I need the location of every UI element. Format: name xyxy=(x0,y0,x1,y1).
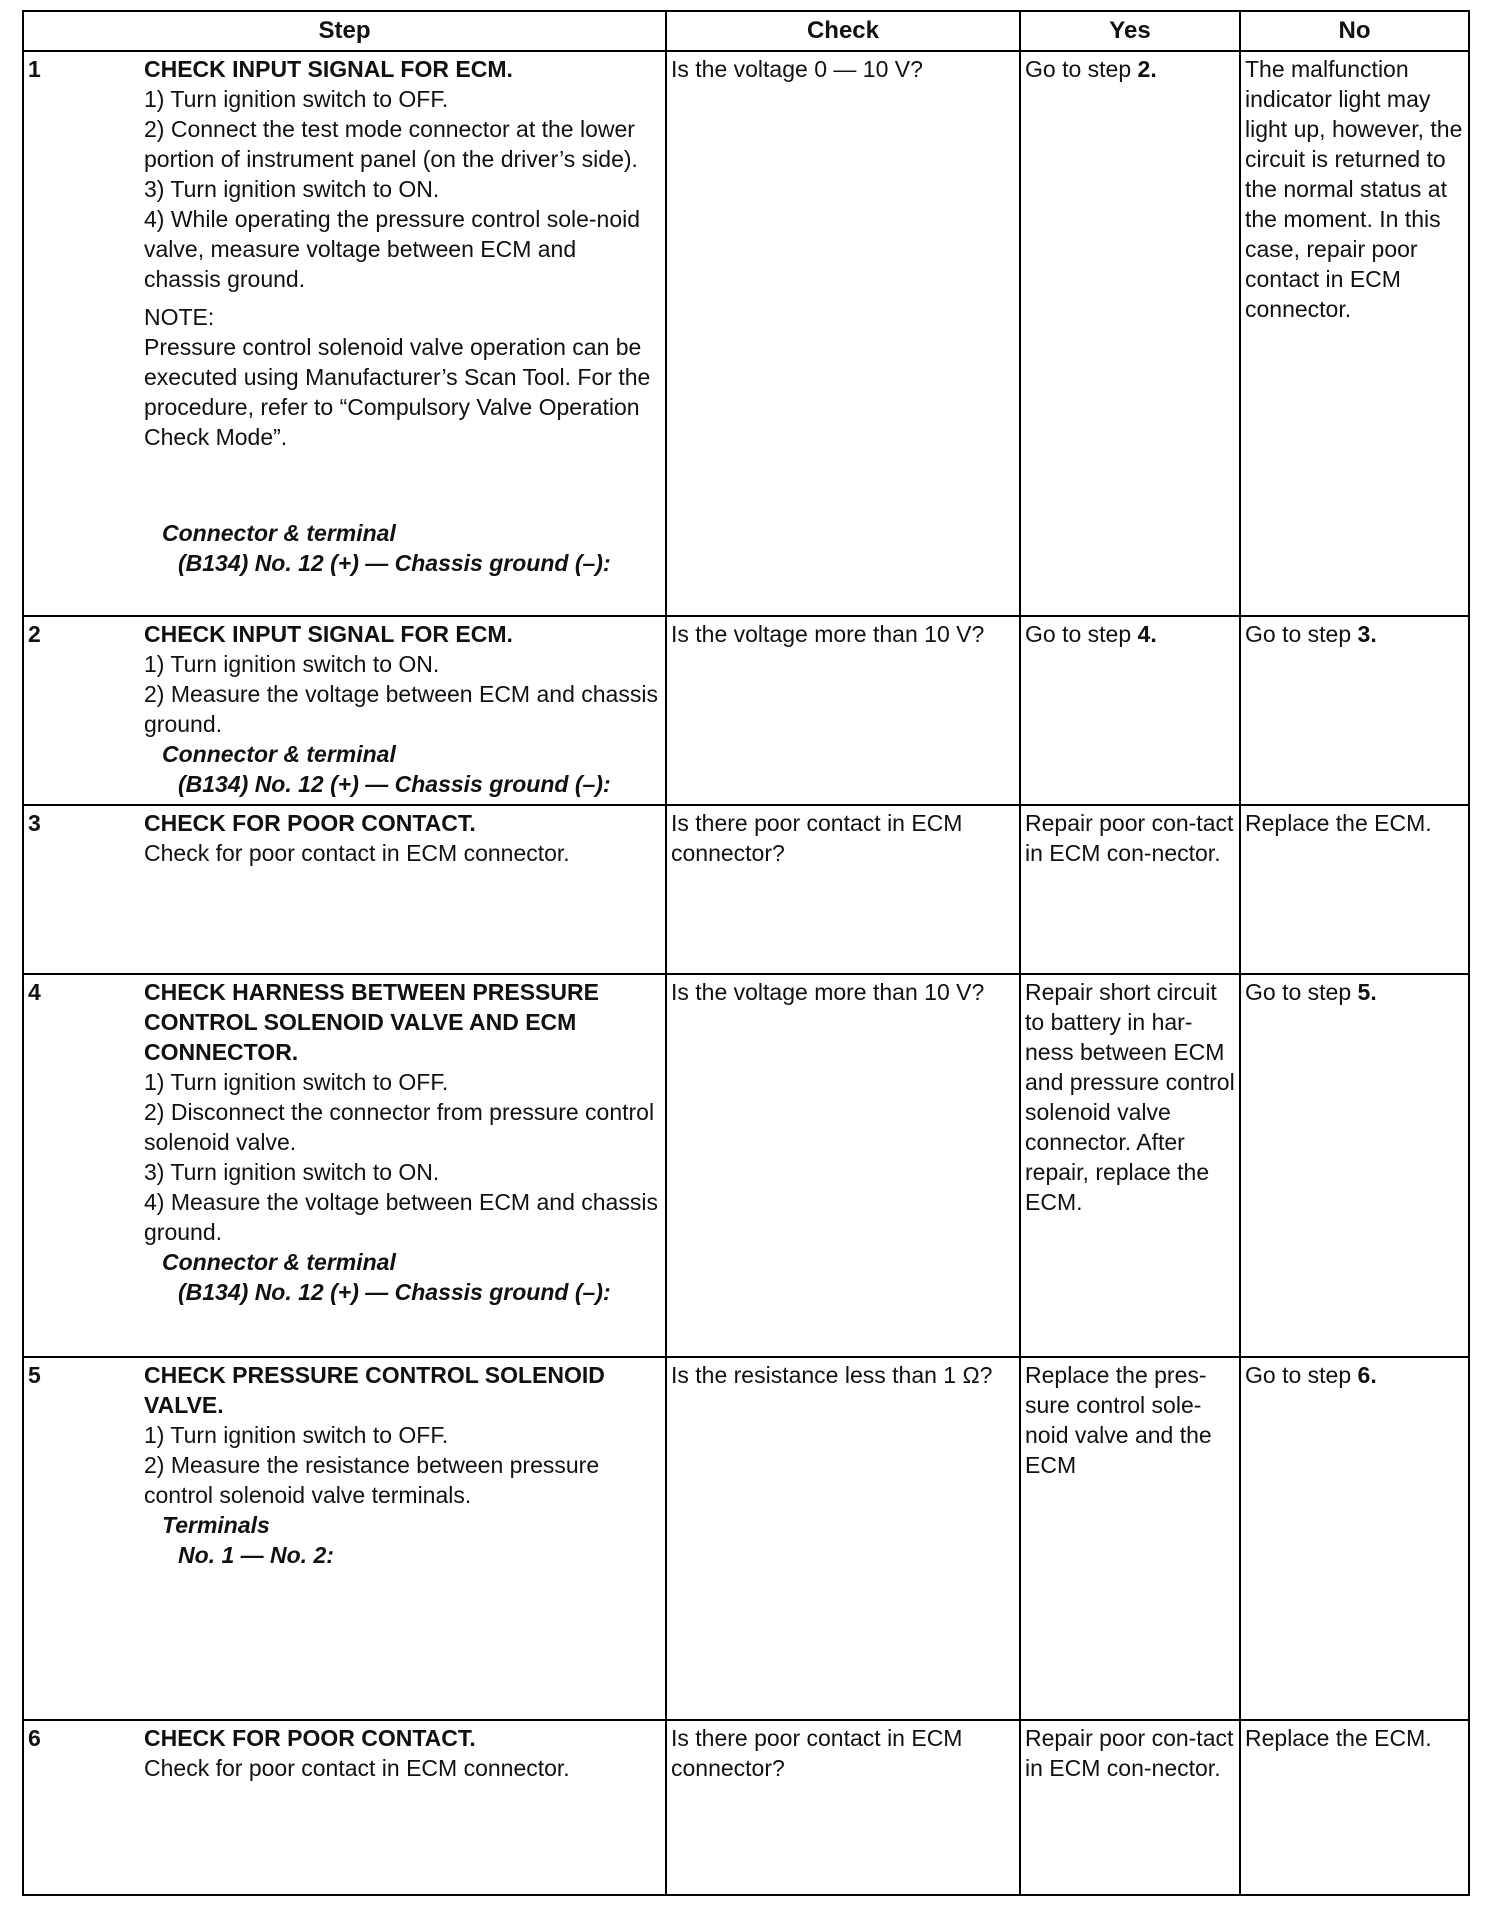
step-number: 4 xyxy=(28,978,41,1005)
step-title: CHECK FOR POOR CONTACT. xyxy=(144,1724,476,1751)
step-number: 2 xyxy=(28,620,41,647)
step-number: 3 xyxy=(28,809,41,836)
no-cell: Replace the ECM. xyxy=(1240,805,1469,974)
header-step: Step xyxy=(23,11,666,51)
no-step-number: 3 xyxy=(1357,620,1371,647)
step-instruction: 1) Turn ignition switch to ON. xyxy=(144,650,440,677)
connector-label: Connector & terminal xyxy=(162,1248,396,1275)
step-instruction: Check for poor contact in ECM connector. xyxy=(144,839,570,866)
no-text: Go to step xyxy=(1245,620,1358,647)
step-cell xyxy=(23,1357,666,1719)
connector-value: (B134) No. 12 (+) — Chassis ground (–): xyxy=(178,1278,611,1305)
step-cell xyxy=(23,51,666,616)
no-step-number: 5 xyxy=(1357,978,1371,1005)
step-instruction: 1) Turn ignition switch to OFF. xyxy=(144,1422,449,1449)
header-no: No xyxy=(1240,11,1469,51)
yes-text: Go to step xyxy=(1025,620,1138,647)
check-cell: Is there poor contact in ECM connector? xyxy=(666,1720,1020,1895)
note-label: NOTE: xyxy=(144,304,215,330)
diagnostic-procedure-sheet xyxy=(22,10,1468,1896)
step-instruction: 2) Connect the test mode connector at the lower portion of instrument panel (on the driver’s side). xyxy=(144,116,638,172)
step-instruction: Check for poor contact in ECM connector. xyxy=(144,1754,570,1781)
table-row xyxy=(23,616,1469,805)
connector-value: (B134) No. 12 (+) — Chassis ground (–): xyxy=(178,550,611,576)
step-cell xyxy=(23,974,666,1357)
yes-step-number: 2 xyxy=(1137,56,1151,82)
table-row xyxy=(23,974,1469,1357)
check-cell: Is the resistance less than 1 Ω? xyxy=(666,1357,1020,1719)
yes-suffix: . xyxy=(1150,56,1157,82)
step-instruction: 4) Measure the voltage between ECM and chassis ground. xyxy=(144,1188,658,1245)
table-row xyxy=(23,51,1469,616)
step-instruction: 1) Turn ignition switch to OFF. xyxy=(144,1068,449,1095)
step-number: 6 xyxy=(28,1724,41,1751)
step-instruction: 1) Turn ignition switch to OFF. xyxy=(144,86,449,112)
no-suffix: . xyxy=(1370,1362,1377,1389)
no-step-number: 6 xyxy=(1357,1362,1371,1389)
step-instruction: 2) Measure the resistance between pressure control solenoid valve terminals. xyxy=(144,1452,600,1509)
step-number: 5 xyxy=(28,1362,41,1389)
check-cell: Is the voltage 0 — 10 V? xyxy=(666,51,1020,616)
no-text: Go to step xyxy=(1245,1362,1358,1389)
no-cell: Replace the ECM. xyxy=(1240,1720,1469,1895)
diagnostic-table xyxy=(22,10,1470,1896)
table-row xyxy=(23,1720,1469,1895)
step-title: CHECK FOR POOR CONTACT. xyxy=(144,809,476,836)
yes-cell xyxy=(1020,616,1240,805)
step-number: 1 xyxy=(28,56,41,82)
no-cell xyxy=(1240,616,1469,805)
header-check: Check xyxy=(666,11,1020,51)
yes-cell: Replace the pres-sure control sole-noid valve and the ECM xyxy=(1020,1357,1240,1719)
yes-cell: Repair short circuit to battery in har-ness between ECM and pressure control solenoid valve connector. After repair, replace the ECM. xyxy=(1020,974,1240,1357)
step-title: CHECK PRESSURE CONTROL SOLENOID VALVE. xyxy=(144,1362,605,1419)
step-title: CHECK INPUT SIGNAL FOR ECM. xyxy=(144,620,513,647)
step-title: CHECK HARNESS BETWEEN PRESSURE CONTROL SOLENOID VALVE AND ECM CONNECTOR. xyxy=(144,978,599,1065)
step-cell xyxy=(23,616,666,805)
terminals-label: Terminals xyxy=(162,1512,270,1539)
step-instruction: 2) Disconnect the connector from pressure control solenoid valve. xyxy=(144,1098,655,1155)
terminals-value: No. 1 — No. 2: xyxy=(178,1542,334,1569)
no-cell: The malfunction indicator light may light up, however, the circuit is returned to the normal status at the moment. In this case, repair poor contact in ECM connector. xyxy=(1240,51,1469,616)
step-instruction: 4) While operating the pressure control sole-noid valve, measure voltage between ECM and chassis ground. xyxy=(144,206,641,292)
step-cell xyxy=(23,805,666,974)
no-suffix: . xyxy=(1370,978,1377,1005)
no-suffix: . xyxy=(1370,620,1377,647)
yes-cell: Repair poor con-tact in ECM con-nector. xyxy=(1020,805,1240,974)
no-cell xyxy=(1240,974,1469,1357)
header-row xyxy=(23,11,1469,51)
yes-suffix: . xyxy=(1150,620,1157,647)
step-title: CHECK INPUT SIGNAL FOR ECM. xyxy=(144,56,513,82)
yes-cell xyxy=(1020,51,1240,616)
table-row xyxy=(23,805,1469,974)
step-instruction: 2) Measure the voltage between ECM and chassis ground. xyxy=(144,680,658,737)
connector-value: (B134) No. 12 (+) — Chassis ground (–): xyxy=(178,770,611,797)
step-instruction: 3) Turn ignition switch to ON. xyxy=(144,1158,440,1185)
no-cell xyxy=(1240,1357,1469,1719)
yes-text: Go to step xyxy=(1025,56,1138,82)
connector-label: Connector & terminal xyxy=(162,520,396,546)
yes-cell: Repair poor con-tact in ECM con-nector. xyxy=(1020,1720,1240,1895)
no-text: Go to step xyxy=(1245,978,1358,1005)
step-cell xyxy=(23,1720,666,1895)
table-row xyxy=(23,1357,1469,1719)
note-text: Pressure control solenoid valve operation can be executed using Manufacturer’s Scan Tool. For the procedure, refer to “Compulsory Valve Operation Check Mode”. xyxy=(144,334,651,450)
check-cell: Is the voltage more than 10 V? xyxy=(666,616,1020,805)
check-cell: Is the voltage more than 10 V? xyxy=(666,974,1020,1357)
check-cell: Is there poor contact in ECM connector? xyxy=(666,805,1020,974)
connector-label: Connector & terminal xyxy=(162,740,396,767)
yes-step-number: 4 xyxy=(1137,620,1151,647)
header-yes: Yes xyxy=(1020,11,1240,51)
step-instruction: 3) Turn ignition switch to ON. xyxy=(144,176,440,202)
